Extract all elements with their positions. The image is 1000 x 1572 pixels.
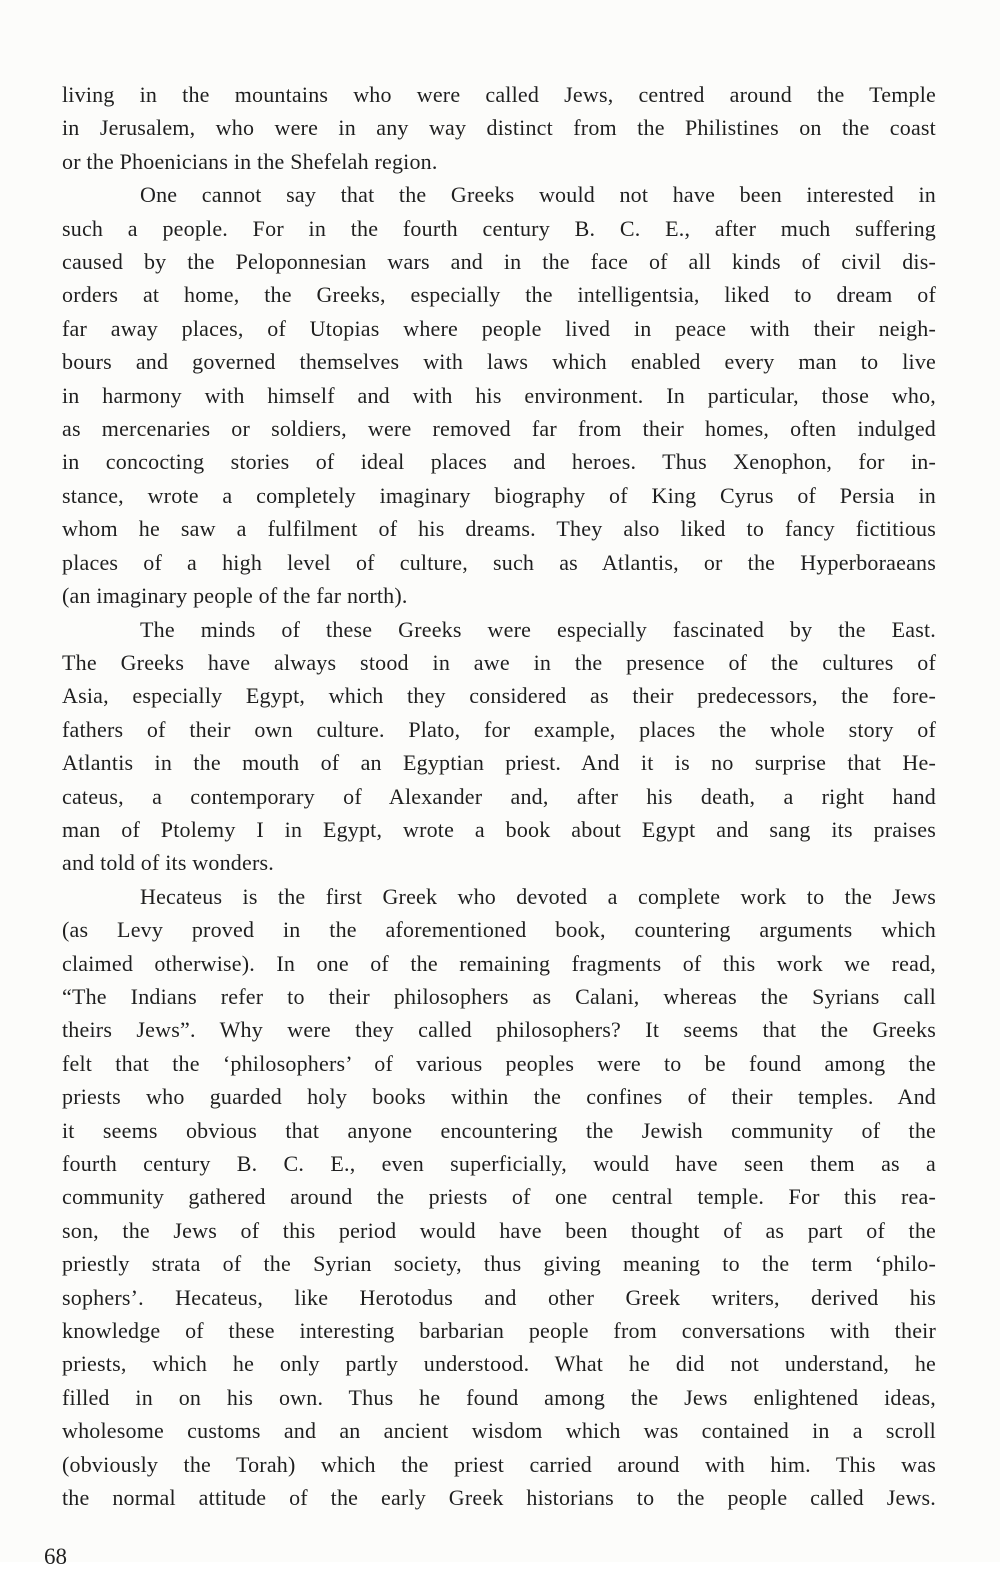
text-line: far away places, of Utopias where people lived in peace with their neigh- (62, 315, 936, 341)
paragraph (62, 78, 936, 178)
text-line: caused by the Peloponnesian wars and in the face of all kinds of civil dis- (62, 249, 936, 275)
text-line: man of Ptolemy I in Egypt, wrote a book about Egypt and sang its praises (62, 816, 936, 842)
paragraph (62, 178, 936, 612)
text-line: One cannot say that the Greeks would not have been interested in (140, 182, 936, 208)
text-line: bours and governed themselves with laws which enabled every man to live (62, 349, 936, 375)
text-line: in Jerusalem, who were in any way distinct from the Philistines on the coast (62, 115, 936, 141)
text-line: (an imaginary people of the far north). (62, 583, 408, 609)
text-line: sophers’. Hecateus, like Herotodus and other Greek writers, derived his (62, 1284, 936, 1310)
text-line: Hecateus is the first Greek who devoted a complete work to the Jews (140, 883, 936, 909)
text-line: filled in on his own. Thus he found among the Jews enlightened ideas, (62, 1384, 936, 1410)
paragraph (62, 880, 936, 1515)
text-line: orders at home, the Greeks, especially the intelligentsia, liked to dream of (62, 282, 936, 308)
text-line: the normal attitude of the early Greek historians to the people called Jews. (62, 1485, 936, 1511)
text-line: (obviously the Torah) which the priest carried around with him. This was (62, 1451, 936, 1477)
text-line: son, the Jews of this period would have been thought of as part of the (62, 1217, 936, 1243)
text-line: such a people. For in the fourth century B. C. E., after much suffering (62, 215, 936, 241)
text-line: claimed otherwise). In one of the remaining fragments of this work we read, (62, 950, 936, 976)
text-line: living in the mountains who were called Jews, centred around the Temple (62, 82, 936, 107)
text-line: it seems obvious that anyone encountering the Jewish community of the (62, 1117, 936, 1143)
text-line: stance, wrote a completely imaginary biography of King Cyrus of Persia in (62, 482, 936, 508)
text-line: fathers of their own culture. Plato, for example, places the whole story of (62, 716, 936, 742)
text-line: “The Indians refer to their philosophers as Calani, whereas the Syrians call (62, 983, 936, 1009)
text-line: felt that the ‘philosophers’ of various peoples were to be found among the (62, 1050, 936, 1076)
text-line: knowledge of these interesting barbarian people from conversations with their (62, 1318, 936, 1344)
text-line: priests who guarded holy books within the confines of their temples. And (62, 1084, 936, 1110)
text-line: wholesome customs and an ancient wisdom which was contained in a scroll (62, 1418, 936, 1444)
text-line: whom he saw a fulfilment of his dreams. They also liked to fancy fictitious (62, 516, 936, 542)
text-line: in harmony with himself and with his environment. In particular, those who, (62, 382, 936, 408)
text-line: The Greeks have always stood in awe in the presence of the cultures of (62, 649, 936, 675)
text-line: theirs Jews”. Why were they called philosophers? It seems that the Greeks (62, 1017, 936, 1043)
text-line: or the Phoenicians in the Shefelah region. (62, 148, 438, 174)
text-line: Atlantis in the mouth of an Egyptian priest. And it is no surprise that He- (62, 750, 936, 776)
text-line: fourth century B. C. E., even superficially, would have seen them as a (62, 1151, 936, 1176)
text-line: (as Levy proved in the aforementioned book, countering arguments which (62, 917, 936, 943)
text-line: places of a high level of culture, such as Atlantis, or the Hyperboraeans (62, 549, 936, 575)
text-line: in concocting stories of ideal places and heroes. Thus Xenophon, for in- (62, 449, 936, 475)
text-line: priestly strata of the Syrian society, thus giving meaning to the term ‘philo- (62, 1251, 936, 1277)
text-line: as mercenaries or soldiers, were removed far from their homes, often indulged (62, 416, 936, 442)
page-number: 68 (44, 1544, 67, 1569)
text-line: priests, which he only partly understood. What he did not understand, he (62, 1351, 936, 1377)
text-line: community gathered around the priests of one central temple. For this rea- (62, 1184, 936, 1210)
text-line: and told of its wonders. (62, 850, 274, 876)
text-line: The minds of these Greeks were especially fascinated by the East. (140, 616, 936, 642)
text-line: cateus, a contemporary of Alexander and, after his death, a right hand (62, 783, 936, 809)
text-line: Asia, especially Egypt, which they considered as their predecessors, the fore- (62, 683, 936, 709)
paragraph (62, 613, 936, 880)
text-block (62, 78, 936, 1514)
